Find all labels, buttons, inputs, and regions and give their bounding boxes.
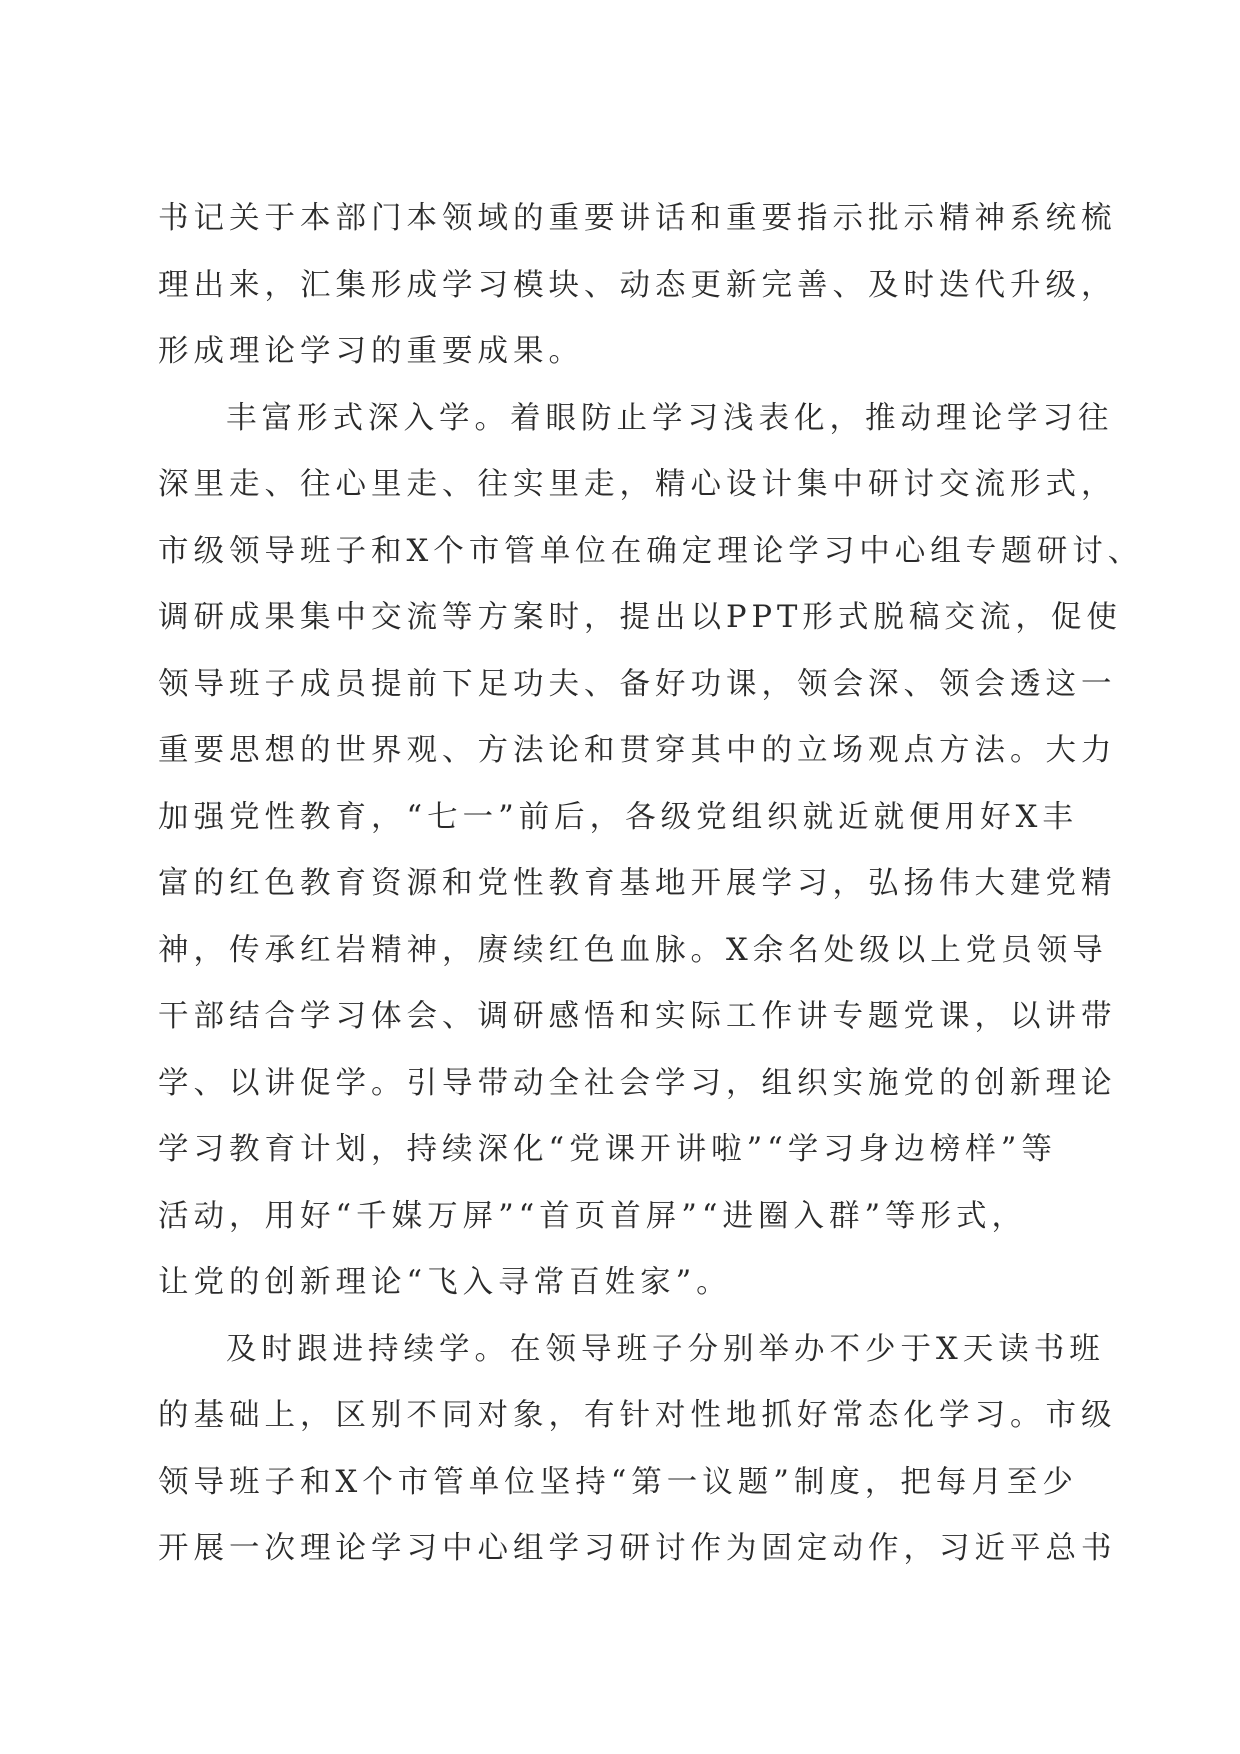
text-line: 形成理论学习的重要成果。	[158, 334, 584, 369]
paragraph-rich-forms	[158, 386, 1144, 1317]
text-line: 富的红色教育资源和党性教育基地开展学习，弘扬伟大建党精	[158, 866, 1117, 901]
text-line: 学习教育计划，持续深化“党课开讲啦”“学习身边榜样”等	[158, 1132, 1057, 1167]
text-line: 学、以讲促学。引导带动全社会学习，组织实施党的创新理论	[158, 1065, 1117, 1101]
text-line: 让党的创新理论“飞入寻常百姓家”。	[158, 1265, 732, 1300]
text-line: 重要思想的世界观、方法论和贯穿其中的立场观点方法。大力	[158, 733, 1117, 768]
text-line: 领导班子成员提前下足功夫、备好功课，领会深、领会透这一	[158, 666, 1117, 702]
text-line: 深里走、往心里走、往实里走，精心设计集中研讨交流形式，	[158, 467, 1117, 502]
text-line: 领导班子和X个市管单位坚持“第一议题”制度，把每月至少	[158, 1464, 1078, 1500]
text-line: 开展一次理论学习中心组学习研讨作为固定动作，习近平总书	[158, 1531, 1117, 1566]
text-line: 加强党性教育，“七一”前后，各级党组织就近就便用好X丰	[158, 799, 1078, 835]
text-line: 活动，用好“千媒万屏”“首页首屏”“进圈入群”等形式，	[158, 1198, 1028, 1234]
document-body	[158, 186, 1144, 1583]
text-line: 神，传承红岩精神，赓续红色血脉。X余名处级以上党员领导	[158, 932, 1108, 968]
text-line: 市级领导班子和X个市管单位在确定理论学习中心组专题研讨、	[158, 533, 1144, 569]
text-line: 干部结合学习体会、调研感悟和实际工作讲专题党课，以讲带	[158, 999, 1117, 1034]
paragraph-continuation	[158, 186, 1117, 386]
paragraph-continuous-study	[158, 1317, 1117, 1583]
text-line: 及时跟进持续学。在领导班子分别举办不少于X天读书班	[226, 1331, 1105, 1367]
text-line: 的基础上，区别不同对象，有针对性地抓好常态化学习。市级	[158, 1398, 1117, 1433]
text-line: 丰富形式深入学。着眼防止学习浅表化，推动理论学习往	[226, 400, 1114, 436]
text-line: 调研成果集中交流等方案时，提出以PPT形式脱稿交流，促使	[158, 600, 1122, 635]
text-line: 书记关于本部门本领域的重要讲话和重要指示批示精神系统梳	[158, 201, 1117, 236]
text-line: 理出来，汇集形成学习模块、动态更新完善、及时迭代升级，	[158, 267, 1117, 303]
